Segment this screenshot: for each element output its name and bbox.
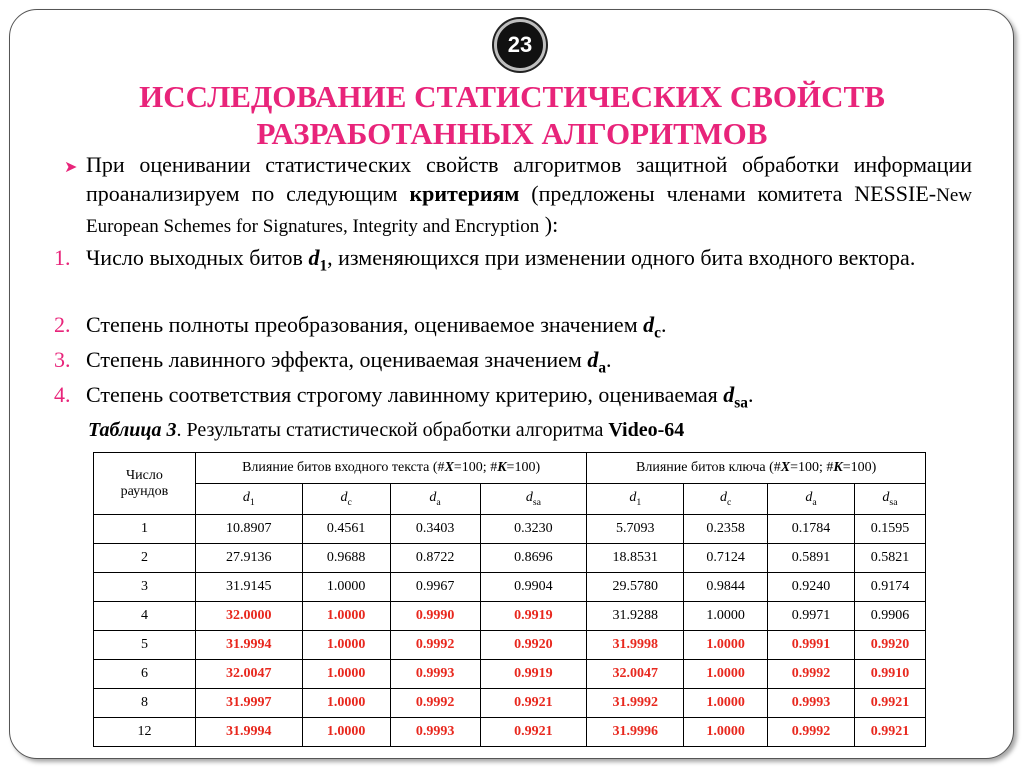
title-line-2: РАЗРАБОТАННЫХ АЛГОРИТМОВ <box>256 116 768 151</box>
value-cell: 1.0000 <box>302 573 390 602</box>
value-cell: 29.5780 <box>587 573 684 602</box>
value-cell: 1.0000 <box>684 631 768 660</box>
value-cell: 1.0000 <box>302 631 390 660</box>
value-cell: 0.9906 <box>855 602 926 631</box>
value-cell: 0.1784 <box>768 515 855 544</box>
slide-number-badge <box>494 19 546 71</box>
value-cell: 1.0000 <box>302 718 390 747</box>
table-row <box>94 544 926 573</box>
table-row <box>94 718 926 747</box>
value-cell: 0.9919 <box>480 602 587 631</box>
value-cell: 0.9992 <box>390 631 480 660</box>
value-cell: 0.9921 <box>480 718 587 747</box>
value-cell: 0.8722 <box>390 544 480 573</box>
value-cell: 0.9993 <box>768 689 855 718</box>
value-cell: 1.0000 <box>684 718 768 747</box>
criteria-keyword: критериям <box>409 181 520 206</box>
round-cell: 8 <box>94 689 196 718</box>
table-row <box>94 573 926 602</box>
value-cell: 0.8696 <box>480 544 587 573</box>
value-cell: 0.9921 <box>855 718 926 747</box>
round-cell: 5 <box>94 631 196 660</box>
value-cell: 1.0000 <box>684 660 768 689</box>
value-cell: 0.9921 <box>855 689 926 718</box>
value-cell: 31.9997 <box>195 689 302 718</box>
value-cell: 0.9993 <box>390 718 480 747</box>
value-cell: 0.9904 <box>480 573 587 602</box>
value-cell: 32.0047 <box>587 660 684 689</box>
value-cell: 1.0000 <box>302 660 390 689</box>
column-header: $d_{sa}$ <box>480 484 587 515</box>
table-body <box>94 515 926 747</box>
value-cell: 0.9844 <box>684 573 768 602</box>
value-cell: 1.0000 <box>302 602 390 631</box>
intro-paragraph <box>64 150 972 241</box>
value-cell: 0.5891 <box>768 544 855 573</box>
slide-title <box>60 78 964 152</box>
value-cell: 0.9174 <box>855 573 926 602</box>
column-header: $d_{sa}$ <box>855 484 926 515</box>
value-cell: 18.8531 <box>587 544 684 573</box>
value-cell: 10.8907 <box>195 515 302 544</box>
intro-text: При оценивании статистических свойств алгоритмов защитной обработки информации проанализируем по следующим критериям (предложены членами комитета NESSIE-New European Schemes for Signatures, Integrity and Encryption ): <box>86 152 972 237</box>
value-cell: 0.9967 <box>390 573 480 602</box>
value-cell: 5.7093 <box>587 515 684 544</box>
table-caption: Таблица 3. Результаты статистической обработки алгоритма Video-64 <box>88 419 685 441</box>
value-cell: 0.3403 <box>390 515 480 544</box>
value-cell: 0.9992 <box>390 689 480 718</box>
column-header: $d_1$ <box>587 484 684 515</box>
value-cell: 1.0000 <box>302 689 390 718</box>
round-cell: 3 <box>94 573 196 602</box>
value-cell: 0.9971 <box>768 602 855 631</box>
value-cell: 0.3230 <box>480 515 587 544</box>
table-row <box>94 602 926 631</box>
column-header: $d_1$ <box>195 484 302 515</box>
value-cell: 31.9998 <box>587 631 684 660</box>
table-row <box>94 689 926 718</box>
column-header: $d_a$ <box>390 484 480 515</box>
round-cell: 6 <box>94 660 196 689</box>
value-cell: 0.9920 <box>855 631 926 660</box>
value-cell: 0.9992 <box>768 660 855 689</box>
criteria-item-2: 2. Степень полноты преобразования, оцениваемое значением $d_c$. <box>54 312 667 342</box>
value-cell: 31.9288 <box>587 602 684 631</box>
rounds-header: Число раундов <box>94 453 196 515</box>
round-cell: 4 <box>94 602 196 631</box>
value-cell: 0.1595 <box>855 515 926 544</box>
criteria-item-1: 1. Число выходных битов $d_1$, изменяющихся при изменении одного бита входного вектора. <box>54 245 916 275</box>
value-cell: 1.0000 <box>684 689 768 718</box>
title-line-1: ИССЛЕДОВАНИЕ СТАТИСТИЧЕСКИХ СВОЙСТВ <box>139 79 885 114</box>
value-cell: 0.9991 <box>768 631 855 660</box>
sub-header-row <box>94 484 926 515</box>
value-cell: 0.4561 <box>302 515 390 544</box>
column-header: $d_a$ <box>768 484 855 515</box>
column-header: $d_c$ <box>684 484 768 515</box>
value-cell: 0.7124 <box>684 544 768 573</box>
value-cell: 0.5821 <box>855 544 926 573</box>
value-cell: 27.9136 <box>195 544 302 573</box>
value-cell: 0.9993 <box>390 660 480 689</box>
value-cell: 31.9994 <box>195 718 302 747</box>
value-cell: 31.9996 <box>587 718 684 747</box>
value-cell: 31.9994 <box>195 631 302 660</box>
value-cell: 0.9992 <box>768 718 855 747</box>
value-cell: 1.0000 <box>684 602 768 631</box>
table-row <box>94 515 926 544</box>
value-cell: 0.9920 <box>480 631 587 660</box>
value-cell: 0.9921 <box>480 689 587 718</box>
criteria-item-4: 4. Степень соответствия строгому лавинному критерию, оцениваемая $d_{sa}$. <box>54 382 754 412</box>
criteria-item-3: 3. Степень лавинного эффекта, оцениваемая значением $d_a$. <box>54 347 612 377</box>
table-row <box>94 631 926 660</box>
round-cell: 12 <box>94 718 196 747</box>
value-cell: 32.0047 <box>195 660 302 689</box>
round-cell: 2 <box>94 544 196 573</box>
arrow-bullet-icon: ➤ <box>64 159 78 176</box>
group-header-text: Влияние битов входного текста (#X=100; #K=100) <box>195 453 586 484</box>
value-cell: 0.2358 <box>684 515 768 544</box>
table-row <box>94 660 926 689</box>
column-header: $d_c$ <box>302 484 390 515</box>
value-cell: 0.9240 <box>768 573 855 602</box>
value-cell: 31.9992 <box>587 689 684 718</box>
group-header-key: Влияние битов ключа (#X=100; #K=100) <box>587 453 926 484</box>
round-cell: 1 <box>94 515 196 544</box>
value-cell: 0.9910 <box>855 660 926 689</box>
results-table <box>93 452 926 747</box>
value-cell: 32.0000 <box>195 602 302 631</box>
value-cell: 31.9145 <box>195 573 302 602</box>
value-cell: 0.9990 <box>390 602 480 631</box>
value-cell: 0.9688 <box>302 544 390 573</box>
value-cell: 0.9919 <box>480 660 587 689</box>
slide-number: 23 <box>507 32 533 57</box>
